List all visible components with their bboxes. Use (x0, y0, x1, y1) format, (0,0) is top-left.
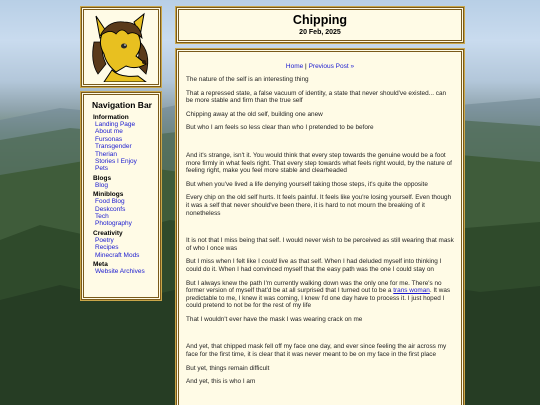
paragraph: Every chip on the old self hurts. It feels painful. It feels like you're losing yourself. Even though it was a self that never should've been there, it is hard to not mourn the breaking of it nonetheless (186, 194, 452, 217)
paragraph: Chipping away at the old self, building one anew (186, 110, 323, 118)
paragraph: That a repressed state, a false vacuum of identity, a state that never should've existed... can be more stable and firm than the true self (186, 89, 447, 105)
nav-link-landing-page[interactable]: Landing Page (95, 121, 136, 128)
emphasis-text: could (261, 258, 277, 266)
spacer (186, 329, 454, 343)
paragraph-text: live as that self. When I had deluded myself into thinking I could do it. When I had convinced myself that the easy path was the one I could stay on (186, 258, 442, 273)
nav-link-poetry[interactable]: Poetry (95, 236, 114, 244)
nav-heading-meta: Meta (93, 261, 108, 269)
nav-heading-miniblogs: Miniblogs (93, 191, 124, 199)
nav-link-stories[interactable]: Stories I Enjoy (95, 158, 137, 166)
nav-link-tech[interactable]: Tech (95, 213, 109, 221)
spacer (186, 223, 454, 237)
nav-link-fursonas[interactable]: Fursonas (95, 135, 123, 143)
nav-link-therian[interactable]: Therian (95, 150, 118, 158)
nav-heading-blogs: Blogs (93, 174, 112, 182)
title-panel (176, 7, 464, 43)
home-link[interactable]: Home (285, 63, 304, 70)
nav-separator: | (303, 63, 309, 70)
paragraph: And it's strange, isn't it. You would think that every step towards the genuine would be a foot more firmly in what feels right. That every step towards what feels right would, by the nature of feeling right, make you feel more stable and clearheaded (186, 151, 452, 175)
paragraph: It is not that I miss being that self. I would never wish to be perceived as still wearing that mask of who I once was (186, 237, 454, 252)
paragraph: That I wouldn't ever have the mask I was wearing crack on me (186, 315, 363, 323)
nav-title: Navigation Bar (92, 100, 152, 110)
nav-link-transgender[interactable]: Transgender (95, 143, 132, 151)
nav-link-blog[interactable]: Blog (95, 181, 109, 189)
paragraph: But yet, things remain difficult (186, 364, 270, 372)
nav-link-pets[interactable]: Pets (95, 165, 109, 173)
paragraph-text: But I always knew the path I'm currently walking down was the only one for me. There's no former version of myself that'd be at all surprised that I turned out to be a (186, 279, 442, 295)
page-title: Chipping (292, 13, 348, 27)
nav-link-deskconfs[interactable]: Deskconfs (95, 205, 126, 213)
nav-heading-creativity: Creativity (93, 229, 123, 237)
paragraph: But who I am feels so less clear than who I pretended to be before (186, 124, 374, 132)
trans-woman-link[interactable]: trans woman (393, 287, 430, 295)
post-content (176, 49, 464, 405)
avatar (86, 12, 156, 82)
nav-link-food-blog[interactable]: Food Blog (95, 198, 125, 206)
paragraph-text: . It was predictable to me, I knew it was coming, I knew I'd one day have to process it. I just hoped I could pretend to not be for the rest of my life (186, 287, 451, 310)
paragraph: The nature of the self is an interesting thing (186, 76, 309, 83)
nav-link-photography[interactable]: Photography (95, 220, 132, 228)
post-date: 20 Feb, 2025 (299, 29, 341, 36)
nav-heading-information: Information (93, 114, 129, 121)
paragraph (186, 258, 454, 273)
paragraph (186, 280, 454, 310)
paragraph: But when you've lived a life denying yourself taking those steps, it's quite the opposite (186, 180, 428, 188)
navigation-bar (81, 92, 161, 300)
nav-link-minecraft-mods[interactable]: Minecraft Mods (95, 251, 140, 259)
previous-post-link[interactable]: Previous Post » (308, 63, 355, 70)
spacer (186, 138, 454, 152)
paragraph-text: But I miss when I felt like I (186, 258, 262, 266)
paragraph: And yet, this is who I am (186, 378, 256, 386)
paragraph: And yet, that chipped mask fell off my face one day, and ever since feeling the air across my face for the first time, it is clear that it was never meant to be on my face in the first place (186, 343, 447, 359)
nav-link-website-archives[interactable]: Website Archives (95, 268, 145, 276)
post-navigation (186, 63, 454, 70)
avatar-panel (81, 7, 161, 87)
nav-link-about-me[interactable]: About me (95, 128, 123, 136)
nav-link-recipes[interactable]: Recipes (95, 244, 119, 252)
